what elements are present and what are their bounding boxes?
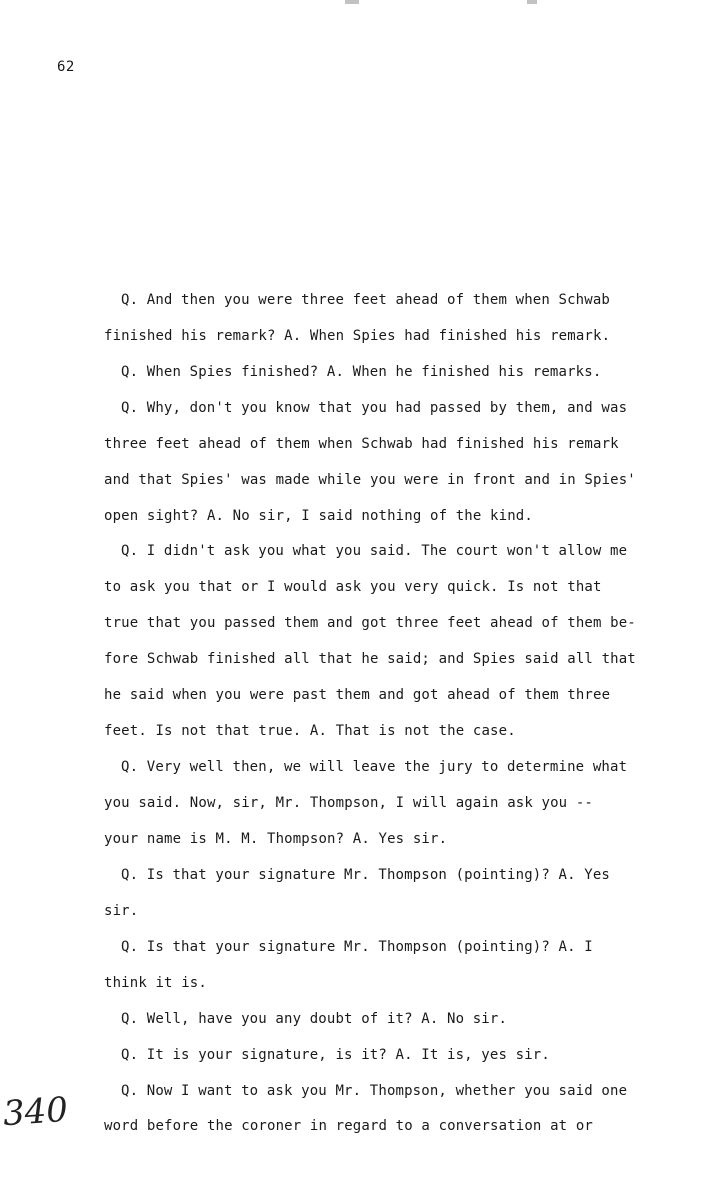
transcript-line: you said. Now, sir, Mr. Thompson, I will again ask you -- [104,795,593,811]
transcript-line: Q. Is that your signature Mr. Thompson (pointing)? A. I [121,939,593,955]
transcript-line: sir. [104,903,139,919]
transcript-line: fore Schwab finished all that he said; and Spies said all that [104,651,636,667]
transcript-line: and that Spies' was made while you were in front and in Spies' [104,472,636,488]
transcript-line: Q. Well, have you any doubt of it? A. No sir. [121,1011,508,1027]
transcript-line: word before the coroner in regard to a conversation at or [104,1118,593,1134]
transcript-line: true that you passed them and got three feet ahead of them be- [104,615,636,631]
transcript-line: Q. When Spies finished? A. When he finished his remarks. [121,364,602,380]
transcript-line: feet. Is not that true. A. That is not the case. [104,723,516,739]
transcript-line: Q. It is your signature, is it? A. It is, yes sir. [121,1047,550,1063]
transcript-line: Q. Is that your signature Mr. Thompson (pointing)? A. Yes [121,867,610,883]
transcript-line: he said when you were past them and got ahead of them three [104,687,611,703]
transcript-line: Q. Now I want to ask you Mr. Thompson, whether you said one [121,1083,628,1099]
transcript-line: to ask you that or I would ask you very quick. Is not that [104,579,602,595]
transcript-line: Q. And then you were three feet ahead of them when Schwab [121,292,610,308]
page-number: 62 [57,59,75,75]
transcript-line: three feet ahead of them when Schwab had finished his remark [104,436,619,452]
transcript-line: think it is. [104,975,207,991]
transcript-line: open sight? A. No sir, I said nothing of the kind. [104,508,533,524]
transcript-line: your name is M. M. Thompson? A. Yes sir. [104,831,448,847]
handwritten-margin-note: 340 [1,1089,70,1135]
transcript-line: Q. Very well then, we will leave the jury to determine what [121,759,628,775]
transcript-line: Q. I didn't ask you what you said. The court won't allow me [121,543,628,559]
transcript-line: finished his remark? A. When Spies had finished his remark. [104,328,611,344]
transcript-line: Q. Why, don't you know that you had passed by them, and was [121,400,628,416]
